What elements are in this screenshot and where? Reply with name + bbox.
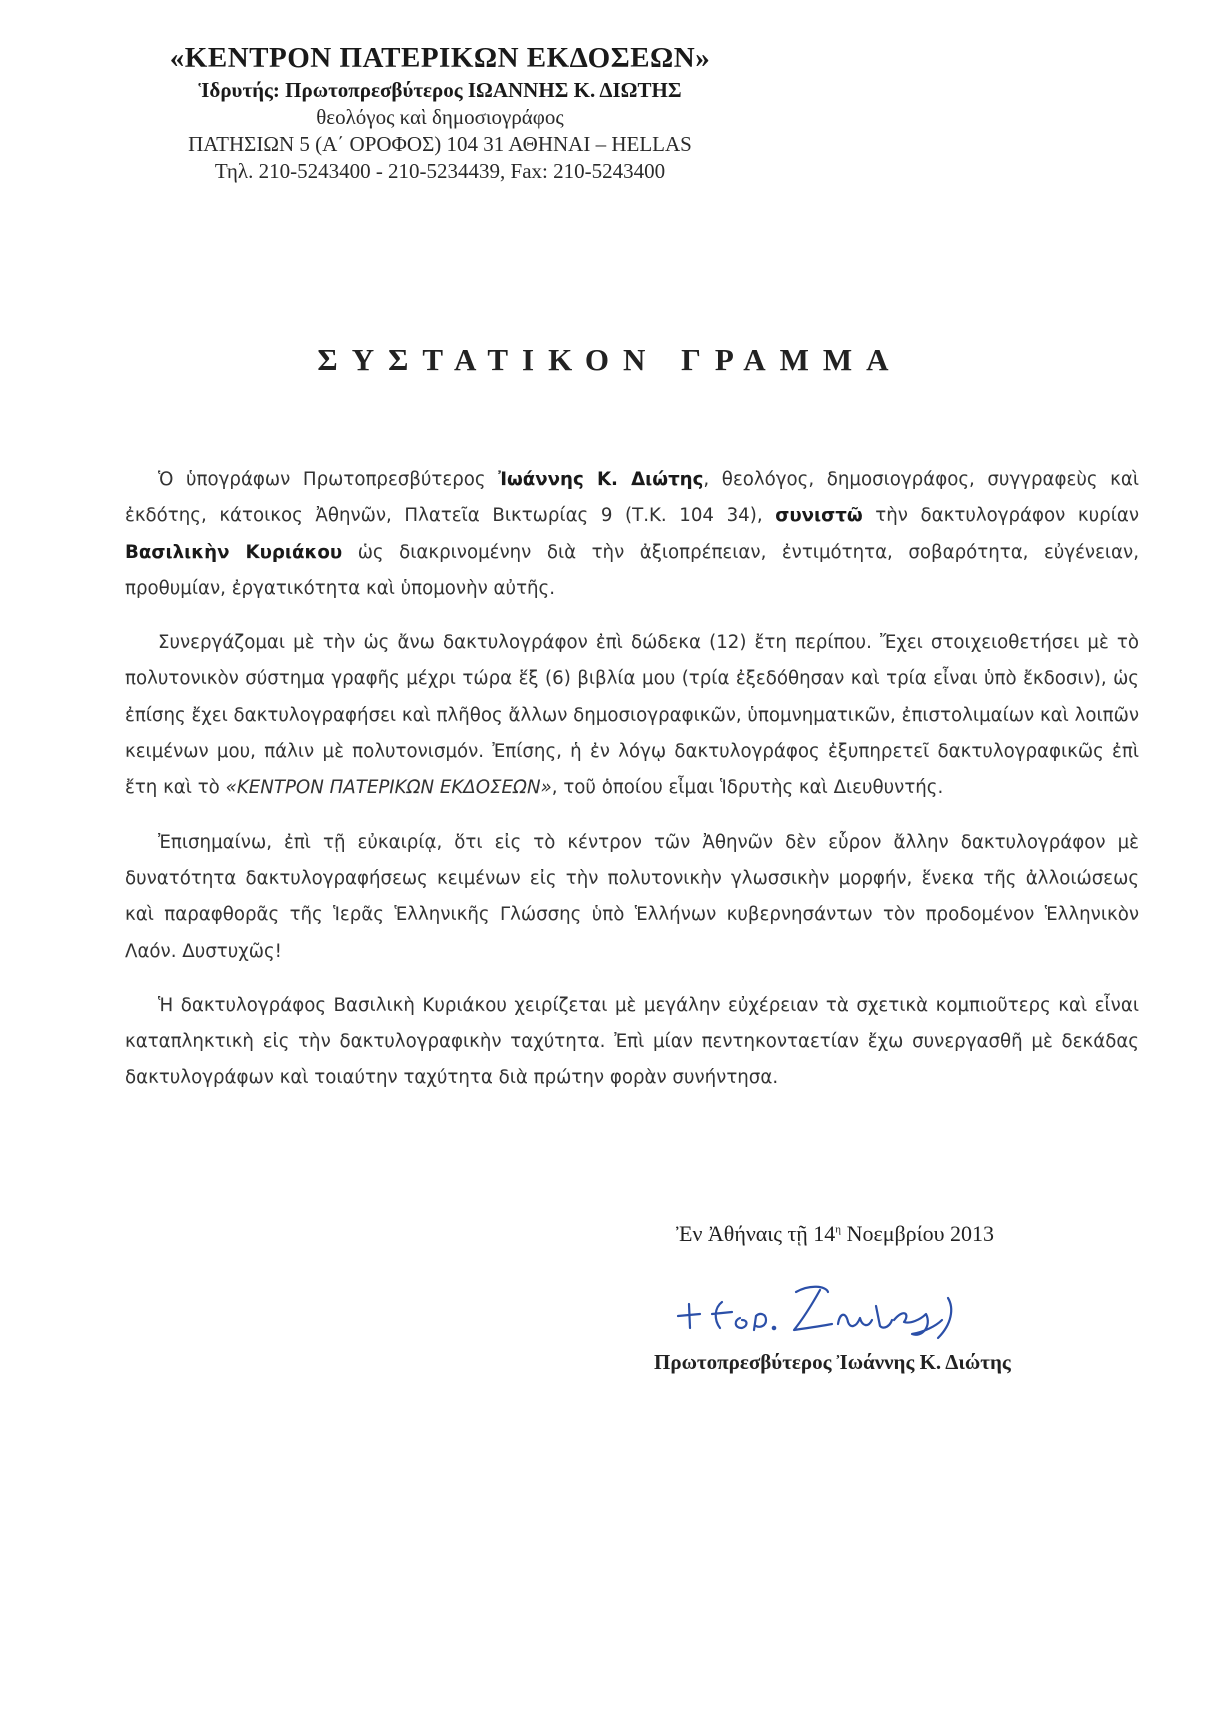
p1-text-c: , θεολόγος, δημοσιογράφος, συγγραφεὺς καὶ ἐκδότης, κάτοικος Ἀθηνῶν, Πλατεῖα Βικτωρίας 9 (Τ.Κ. 104 34),	[125, 469, 1139, 527]
p2-text-a: Συνεργάζομαι μὲ τὴν ὡς ἄνω δακτυλογράφον ἐπὶ δώδεκα (12) ἔτη περίπου. Ἔχει στοιχειοθετήσει μὲ τὸ πολυτονικὸν σύστημα γραφῆς μέχρι τώρα ἕξ (6) βιβλία μου (τρία ἐξεδόθησαν καὶ τρία εἶναι ὑπὸ ἔκδοσιν), ὡς ἐπίσης ἔχει δακτυλογραφήσει καὶ πλῆθος ἄλλων δημοσιογραφικῶν, ὑπομνηματικῶν, ἐπιστολιμαίων καὶ λοιπῶν κειμένων μου, πάλιν μὲ πολυτονισμόν. Ἐπίσης, ἡ ἐν λόγῳ δακτυλογράφος ἐξυπηρετεῖ δακτυλογραφικῶς ἐπὶ ἔτη καὶ τὸ	[125, 632, 1139, 799]
address-line: ΠΑΤΗΣΙΩΝ 5 (Α΄ ΟΡΟΦΟΣ) 104 31 ΑΘΗΝΑΙ – HELLAS	[188, 132, 692, 156]
letter-body	[125, 462, 1139, 1115]
p1-text-g: ὡς διακρινομένην διὰ τὴν ἀξιοπρέπειαν, ἐντιμότητα, σοβαρότητα, εὐγένειαν, προθυμίαν, ἐργατικότητα καὶ ὑπομονὴν αὐτῆς.	[125, 541, 1139, 599]
paragraph-2	[125, 625, 1139, 806]
document-title: ΣΥΣΤΑΤΙΚΟΝ ΓΡΑΜΜΑ	[317, 342, 903, 377]
founder-line: Ἱδρυτής: Πρωτοπρεσβύτερος ΙΩΑΝΝΗΣ Κ. ΔΙΩΤΗΣ	[198, 78, 682, 102]
date-prefix: Ἐν Ἀθήναις τῇ 14	[676, 1221, 836, 1246]
p1-text-a: Ὁ ὑπογράφων Πρωτοπρεσβύτερος	[158, 469, 499, 490]
paragraph-1	[125, 462, 1139, 607]
letterhead	[140, 40, 740, 185]
phone-line: Τηλ. 210-5243400 - 210-5234439, Fax: 210-5243400	[214, 159, 666, 183]
handwritten-signature	[670, 1268, 990, 1348]
paragraph-3: Ἐπισημαίνω, ἐπὶ τῇ εὐκαιρίᾳ, ὅτι εἰς τὸ κέντρον τῶν Ἀθηνῶν δὲν εὗρον ἄλλην δακτυλογράφον μὲ δυνατότητα δακτυλογραφήσεως κειμένων εἰς τὴν πολυτονικὴν γλωσσικὴν μορφήν, ἕνεκα τῆς ἀλλοιώσεως καὶ παραφθορᾶς τῆς Ἱερᾶς Ἑλληνικῆς Γλώσσης ὑπὸ Ἑλλήνων κυβερνησάντων τὸν προδομένον Ἑλληνικὸν Λαόν. Δυστυχῶς!	[125, 831, 1139, 962]
profession-line: θεολόγος καὶ δημοσιογράφος	[316, 105, 564, 129]
paragraph-4: Ἡ δακτυλογράφος Βασιλικὴ Κυριάκου χειρίζεται μὲ μεγάλην εὐχέρειαν τὰ σχετικὰ κομπιοῦτερς καὶ εἶναι καταπληκτικὴ εἰς τὴν δακτυλογραφικὴν ταχύτητα. Ἐπὶ μίαν πεντηκονταετίαν ἔχω συνεργασθῆ μὲ δεκάδας δακτυλογράφων καὶ τοιαύτην ταχύτητα διὰ πρώτην φορὰν συνήντησα.	[125, 994, 1139, 1089]
p2-organization-italic: «ΚΕΝΤΡΟΝ ΠΑΤΕΡΙΚΩΝ ΕΚΔΟΣΕΩΝ»	[225, 777, 552, 799]
p2-text-c: , τοῦ ὁποίου εἶμαι Ἱδρυτὴς καὶ Διευθυντής.	[551, 777, 944, 799]
organization-name: «ΚΕΝΤΡΟΝ ΠΑΤΕΡΙΚΩΝ ΕΚΔΟΣΕΩΝ»	[169, 42, 711, 74]
p1-recommend-verb: συνιστῶ	[775, 505, 863, 527]
date-line	[676, 1221, 994, 1247]
p1-text-e: τὴν δακτυλογράφον κυρίαν	[862, 505, 1139, 527]
signer-name: Πρωτοπρεσβύτερος Ἰωάννης Κ. Διώτης	[654, 1350, 1011, 1374]
p1-typist-name: Βασιλικὴν Κυριάκου	[125, 541, 343, 563]
date-suffix: Νοεμβρίου 2013	[841, 1221, 994, 1246]
p1-author-name: Ἰωάννης Κ. Διώτης	[498, 469, 704, 490]
date-ordinal: η	[835, 1223, 842, 1236]
